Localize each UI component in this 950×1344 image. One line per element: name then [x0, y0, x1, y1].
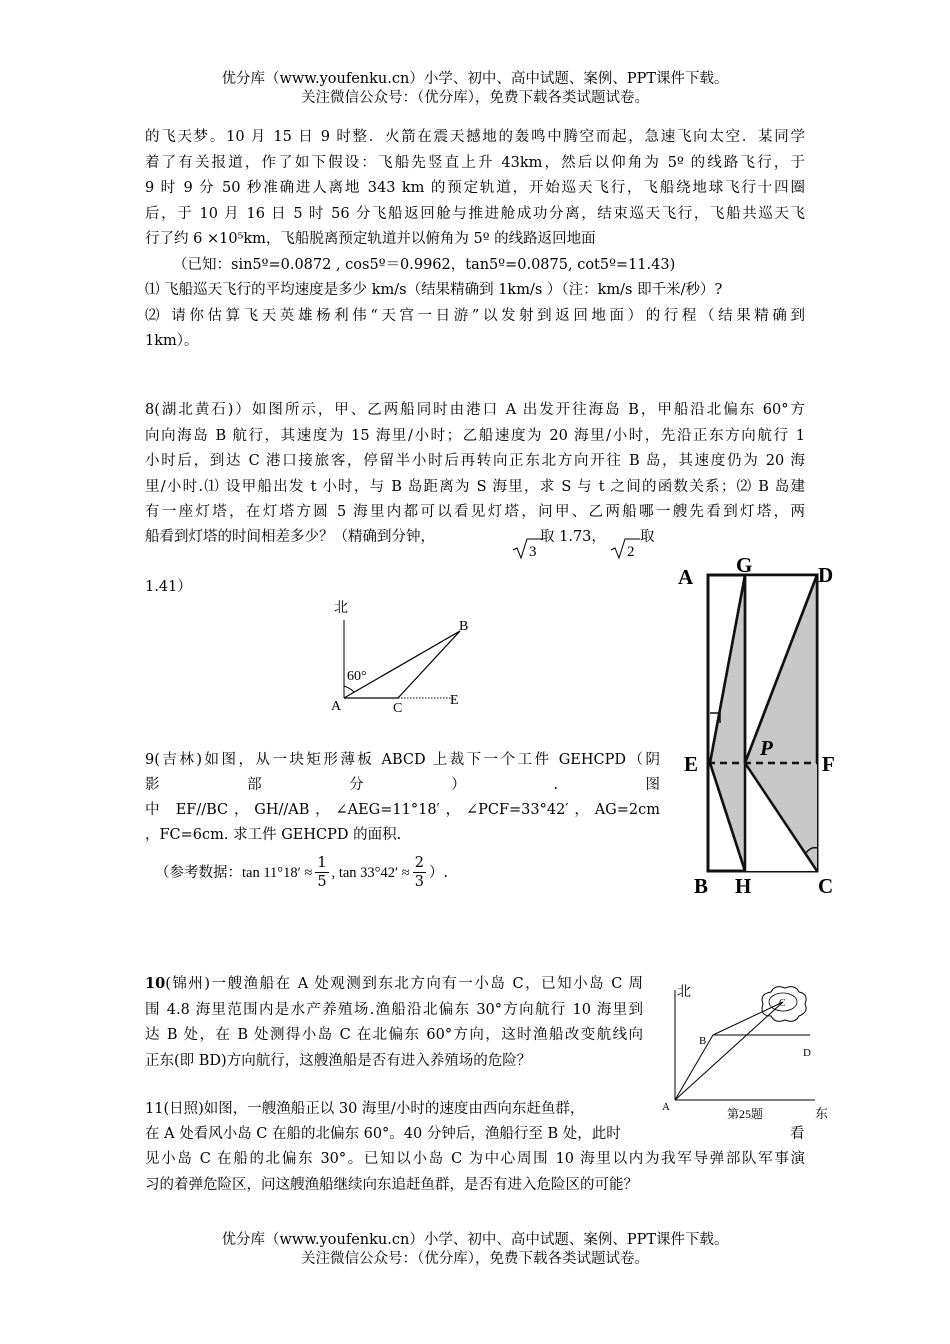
label-A: A	[662, 1101, 670, 1113]
footer-line-1: 优分库（www.youfenku.cn）小学、初中、高中试题、案例、PPT课件下载。	[221, 1232, 729, 1248]
frac-num: 1	[317, 855, 327, 871]
q9-fraction-2	[413, 854, 426, 891]
line-ab	[675, 1035, 713, 1100]
angle-arc	[344, 686, 354, 692]
q8-figure	[325, 598, 475, 718]
q9-tan-1: tan 11°18′ ≈	[242, 864, 313, 881]
figure-caption: 第25题	[727, 1107, 764, 1120]
q9-ref-suffix: ）.	[428, 864, 449, 881]
label-A: A	[331, 699, 342, 714]
label-A: A	[678, 565, 694, 589]
label-C: C	[779, 998, 786, 1009]
q7-line-5: 行了约 6 ×10⁵km，飞船脱离预定轨道并以俯角为 5º 的线路返回地面	[145, 231, 596, 247]
q8-line-3: 小时后，到达 C 港口接旅客，停留半小时后再转向正东北方向开往 B 岛，其速度仍为 20 海	[145, 453, 805, 469]
label-D: D	[803, 1047, 811, 1059]
label-east: 东	[815, 1106, 829, 1120]
q8-line-1: 8(湖北黄石)）如图所示，甲、乙两船同时由港口 A 出发开往海岛 B，甲船沿北偏东 60°方	[145, 402, 805, 418]
q10-number: 10	[145, 975, 166, 992]
label-P: P	[760, 736, 773, 760]
frac-den: 5	[317, 874, 327, 890]
label-H: H	[735, 874, 752, 898]
q9-tan-2: , tan 33°42′ ≈	[331, 864, 410, 881]
q10-line-4: 正东(即 BD)方向航行，这艘渔船是否有进入养殖场的危险？	[145, 1052, 532, 1069]
question-10	[145, 971, 643, 1074]
q11-line-2-end: 看	[790, 1126, 805, 1142]
q8-line-5: 有一座灯塔，在灯塔方圆 5 海里内都可以看见灯塔，问甲、乙两船哪一艘先看到灯塔，两	[145, 504, 805, 520]
q7-line-1: 的飞天梦。10 月 15 日 9 时整．火箭在震天撼地的轰鸣中腾空而起，急速飞向太空．某同学	[145, 129, 805, 145]
q10-line-2: 围 4.8 海里范围内是水产养殖场.渔船沿北偏东 30°方向航行 10 海里到	[145, 1001, 643, 1018]
sqrt-3-value: 3	[529, 544, 537, 560]
question-8	[145, 398, 805, 526]
label-B: B	[699, 1035, 707, 1047]
label-G: G	[736, 555, 753, 577]
label-B: B	[694, 874, 709, 898]
frac-den: 3	[414, 874, 424, 890]
q8-line-2: 向向海岛 B 航行，其速度为 15 海里/小时；乙船速度为 20 海里/小时，先沿正东方向航行 1	[145, 427, 805, 444]
header-line-2: 关注微信公众号：（优分库），免费下载各类试题试卷。	[301, 90, 649, 106]
q9-figure	[672, 555, 844, 900]
q9-line-2	[145, 773, 660, 798]
q10-figure	[655, 980, 835, 1120]
q7-line-3: 9 时 9 分 50 秒准确进人离地 343 km 的预定轨道，开始巡天飞行，飞船绕地球飞行十四圈	[145, 180, 805, 196]
footer-line-2: 关注微信公众号：（优分库），免费下载各类试题试卷。	[301, 1251, 649, 1267]
label-D: D	[818, 563, 834, 587]
q8-line-7: 1.41）	[145, 579, 192, 595]
sqrt-icon	[611, 539, 640, 558]
q8-line-4: 里/小时.⑴ 设甲船出发 t 小时，与 B 岛距离为 S 海里，求 S 与 t 之间的函数关系；⑵ B 岛建	[145, 478, 805, 495]
label-angle-60: 60°	[347, 669, 367, 684]
q9-line-4: ，FC=6cm. 求工件 GEHCPD 的面积.	[145, 827, 402, 843]
q9-ref-prefix: （参考数据：	[155, 864, 242, 881]
q11-line-1: 11(日照)如图，一艘渔船正以 30 海里/小时的速度由西向东赶鱼群，	[145, 1101, 585, 1117]
question-9	[145, 748, 660, 848]
q9-word: 图	[645, 777, 660, 793]
q10-line-3: 达 B 处，在 B 处测得小岛 C 在北偏东 60°方向，这时渔船改变航线向	[145, 1027, 643, 1043]
q7-given-values: （已知：sin5º=0.0872 , cos5º＝0.9962，tan5º=0.0875, cot5º=11.43)	[173, 256, 676, 273]
q9-line-1: 9(吉林)如图，从一块矩形薄板 ABCD 上裁下一个工件 GEHCPD（阴	[145, 752, 660, 768]
q9-reference-data	[155, 854, 448, 891]
route-c-b	[398, 631, 460, 698]
header-line-1: 优分库（www.youfenku.cn）小学、初中、高中试题、案例、PPT课件下载。	[221, 71, 729, 87]
label-C: C	[393, 701, 403, 716]
question-7	[145, 125, 805, 355]
q7-part-2-end: 1km）。	[145, 333, 199, 349]
label-E: E	[450, 693, 459, 708]
q7-line-2: 着了有关报道，作了如下假设：飞船先竖直上升 43km，然后以仰角为 5º 的线路飞行，于	[145, 154, 805, 171]
q9-word: 分	[349, 777, 364, 793]
label-E: E	[684, 752, 699, 776]
q7-part-2: ⑵ 请你估算飞天英雄杨利伟“天宫一日游”以发射到返回地面）的行程（结果精确到	[145, 307, 805, 324]
q11-body	[145, 1147, 805, 1198]
q9-line-3: 中 EF//BC，GH//AB，∠AEG=11°18′，∠PCF=33°42′，AG=2cm	[145, 802, 660, 818]
q7-part-1: ⑴ 飞船巡天飞行的平均速度是多少 km/s（结果精确到 1km/s ）（注：km/s 即千米/秒）?	[145, 282, 723, 298]
sqrt-icon	[513, 539, 542, 558]
route-a-b	[344, 631, 460, 698]
q7-line-4: 后，于 10 月 16 日 5 时 56 分飞船返回舱与推进舱成功分离，结束巡天飞行，飞船共巡天飞	[145, 205, 805, 222]
q11-line-3: 见小岛 C 在船的北偏东 30°。已知以小岛 C 为中心周围 10 海里以内为我军导弹部队军事演	[145, 1151, 805, 1167]
q8-take-sqrt3: 取 1.73，	[540, 529, 606, 545]
label-F: F	[822, 752, 835, 776]
line-ac	[675, 1002, 783, 1100]
q9-word: .	[553, 777, 558, 793]
frac-num: 2	[414, 855, 424, 871]
q9-word: 影	[145, 777, 160, 793]
q8-sqrt-symbols	[510, 536, 640, 562]
label-north: 北	[334, 601, 348, 616]
q10-line-1: (锦州)一艘渔船在 A 处观测到东北方向有一小岛 C，已知小岛 C 周	[165, 976, 643, 992]
label-C: C	[818, 874, 834, 898]
label-B: B	[459, 619, 469, 634]
label-north: 北	[677, 985, 691, 1000]
q9-word: ）	[451, 777, 466, 793]
q8-take-sqrt2: 取	[640, 529, 655, 545]
q11-line-2: 在 A 处看风小岛 C 在船的北偏东 60°。40 分钟后，渔船行至 B 处，此时	[145, 1126, 621, 1142]
q9-word: 部	[247, 777, 262, 793]
sqrt-2-value: 2	[627, 544, 635, 560]
q11-line-4: 习的着弹危险区，问这艘渔船继续向东追赶鱼群，是否有进入危险区的可能？	[145, 1176, 638, 1193]
q8-line-6: 船看到灯塔的时间相差多少？（精确到分钟，	[145, 529, 435, 545]
q9-fraction-1	[315, 854, 328, 891]
